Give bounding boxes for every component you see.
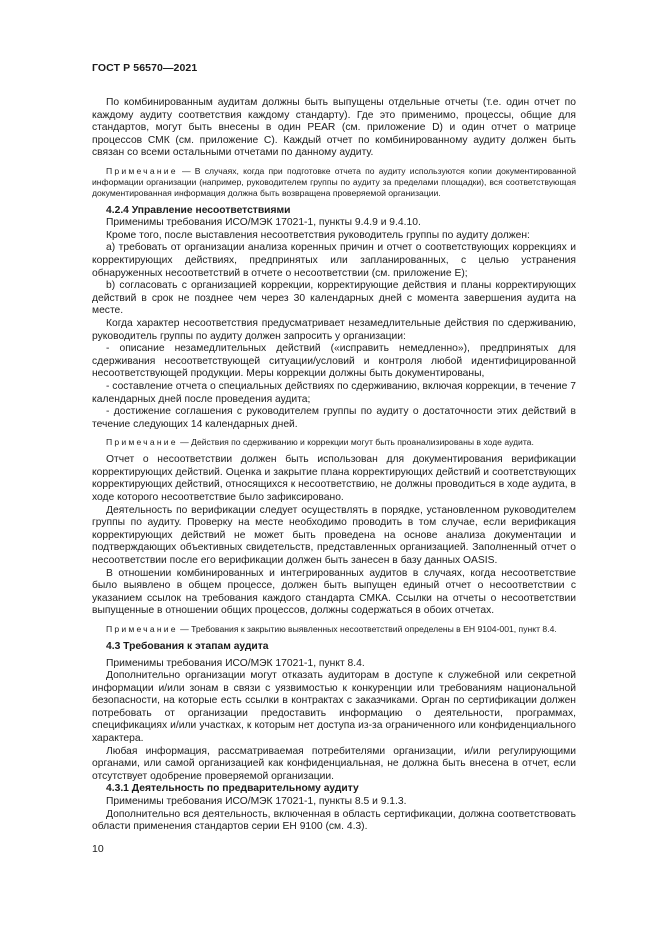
list-item-a: a) требовать от организации анализа коренных причин и отчет о соответствующих коррекциях и корректирующих действиях, предпринятых или запланированных, с целью устранения обнаруженных несоответствий в отчете о несоответствии (см. приложение Е); <box>92 242 576 279</box>
note-label: Примечание <box>106 165 178 176</box>
section-heading-4-3-1: 4.3.1 Деятельность по предварительному аудиту <box>106 783 359 795</box>
page-number: 10 <box>92 843 104 855</box>
paragraph: Когда характер несоответствия предусматривает незамедлительные действия по сдерживанию, руководитель группы по аудиту должен запросить у организации: <box>92 318 576 342</box>
dash-item: - описание незамедлительных действий («исправить немедленно»), предпринятых для сдерживания несоответствующей ситуации/условий и контроля любой идентифицированной несоответствующей продукции. Меры коррекции должны быть документированы, <box>92 343 576 380</box>
paragraph: Кроме того, после выставления несоответствия руководитель группы по аудиту должен: <box>106 229 530 241</box>
section-heading-4-3: 4.3 Требования к этапам аудита <box>106 640 269 652</box>
paragraph: Дополнительно вся деятельность, включенная в область сертификации, должна соответствовать области применения стандартов серии ЕН 9100 (см. 4.3). <box>92 808 576 833</box>
paragraph: Применимы требования ИСО/МЭК 17021-1, пункты 8.5 и 9.1.3. <box>106 796 407 808</box>
note-text: — В случаях, когда при подготовке отчета по аудиту используются копии документированной информации организации (например, руководителем группы по аудиту за пределами площадки), вся соответствующая документированная информация должна быть возвращена проверяемой организации. <box>92 165 576 198</box>
paragraph: В отношении комбинированных и интегрированных аудитов в случаях, когда несоответствие было выявлено в общем процессе, должен быть выпущен единый отчет о несоответствии с указанием ссылок на требования каждого стандарта СМКА. Ссылки на отчеты о несоответствии выпущенные в отношении общих процессов, должны содержаться в обоих отчетах. <box>92 567 576 617</box>
dash-item: - достижение соглашения с руководителем группы по аудиту о достаточности этих действий в течение следующих 14 календарных дней. <box>92 406 576 430</box>
standard-header: ГОСТ Р 56570—2021 <box>92 62 198 74</box>
paragraph: Дополнительно организации могут отказать аудиторам в доступе к служебной или секретной информации и/или зонам в связи с уязвимостью к конкуренции или требованиям национальной безопасности, на которые есть ссылки в контрактах с заказчиками. Орган по сертификации должен потребовать от организации предоставить информацию о деятельности, программах, спецификациях и/или участках, к которым нет доступа из-за ограниченного или конфиденциального характера. <box>92 670 576 745</box>
list-item-b: b) согласовать с организацией коррекции, корректирующие действия и планы корректирующих действий в срок не позднее чем через 30 календарных дней с момента завершения аудита на месте. <box>92 280 576 317</box>
paragraph: Отчет о несоответствии должен быть использован для документирования верификации корректирующих действий. Оценка и закрытие плана корректирующих действий и соответствующих корректирующих действий, относящихся к несоответствию, не должны проводиться в ходе аудита, в ходе которого несоответствие было зафиксировано. <box>92 454 576 504</box>
note-label: Примечание <box>106 437 178 448</box>
paragraph: Деятельность по верификации следует осуществлять в порядке, установленном руководителем группы по аудиту. Проверку на месте необходимо проводить в том случае, если верификация корректирующих действий не может быть проведена на основе анализа документации и подтверждающих объективных свидетельств, представленных организацией. Заполненный отчет о несоответствии после его верификации должен быть занесен в базу данных OASIS. <box>92 504 576 567</box>
paragraph: Любая информация, рассматриваемая потребителями организации, и/или регулирующими органами, или самой организацией как конфиденциальная, не должна быть внесена в отчет, если отсутствует одобрение проверяемой организации. <box>92 745 576 782</box>
note-documented-information <box>92 166 576 199</box>
note-text: — Требования к закрытию выявленных несоответствий определены в ЕН 9104-001, пункт 8.4. <box>177 624 557 634</box>
note-text: — Действия по сдерживанию и коррекции могут быть проанализированы в ходе аудита. <box>177 437 534 448</box>
paragraph: Применимы требования ИСО/МЭК 17021-1, пункты 9.4.9 и 9.4.10. <box>106 217 421 229</box>
dash-item: - составление отчета о специальных действиях по сдерживанию, включая коррекции, в течение 7 календарных дней после проведения аудита; <box>92 381 576 405</box>
page-content <box>92 97 576 834</box>
section-heading-4-2-4: 4.2.4 Управление несоответствиями <box>106 204 291 216</box>
note-containment-actions <box>92 437 576 448</box>
paragraph-combined-audit-reports: По комбинированным аудитам должны быть выпущены отдельные отчеты (т.е. один отчет по каждому аудиту соответствия каждому стандарту). Где это применимо, процессы, общие для стандартов, могут быть внесены в один PEAR (см. приложение D) и один отчет о матрице процессов СМК (см. приложение С). Каждый отчет по комбинированному аудиту должен быть связан со всеми остальными отчетами по данному аудиту. <box>92 97 576 159</box>
note-closure-requirements <box>92 624 576 635</box>
note-label: Примечание <box>106 624 178 634</box>
paragraph: Применимы требования ИСО/МЭК 17021-1, пункт 8.4. <box>106 657 365 669</box>
